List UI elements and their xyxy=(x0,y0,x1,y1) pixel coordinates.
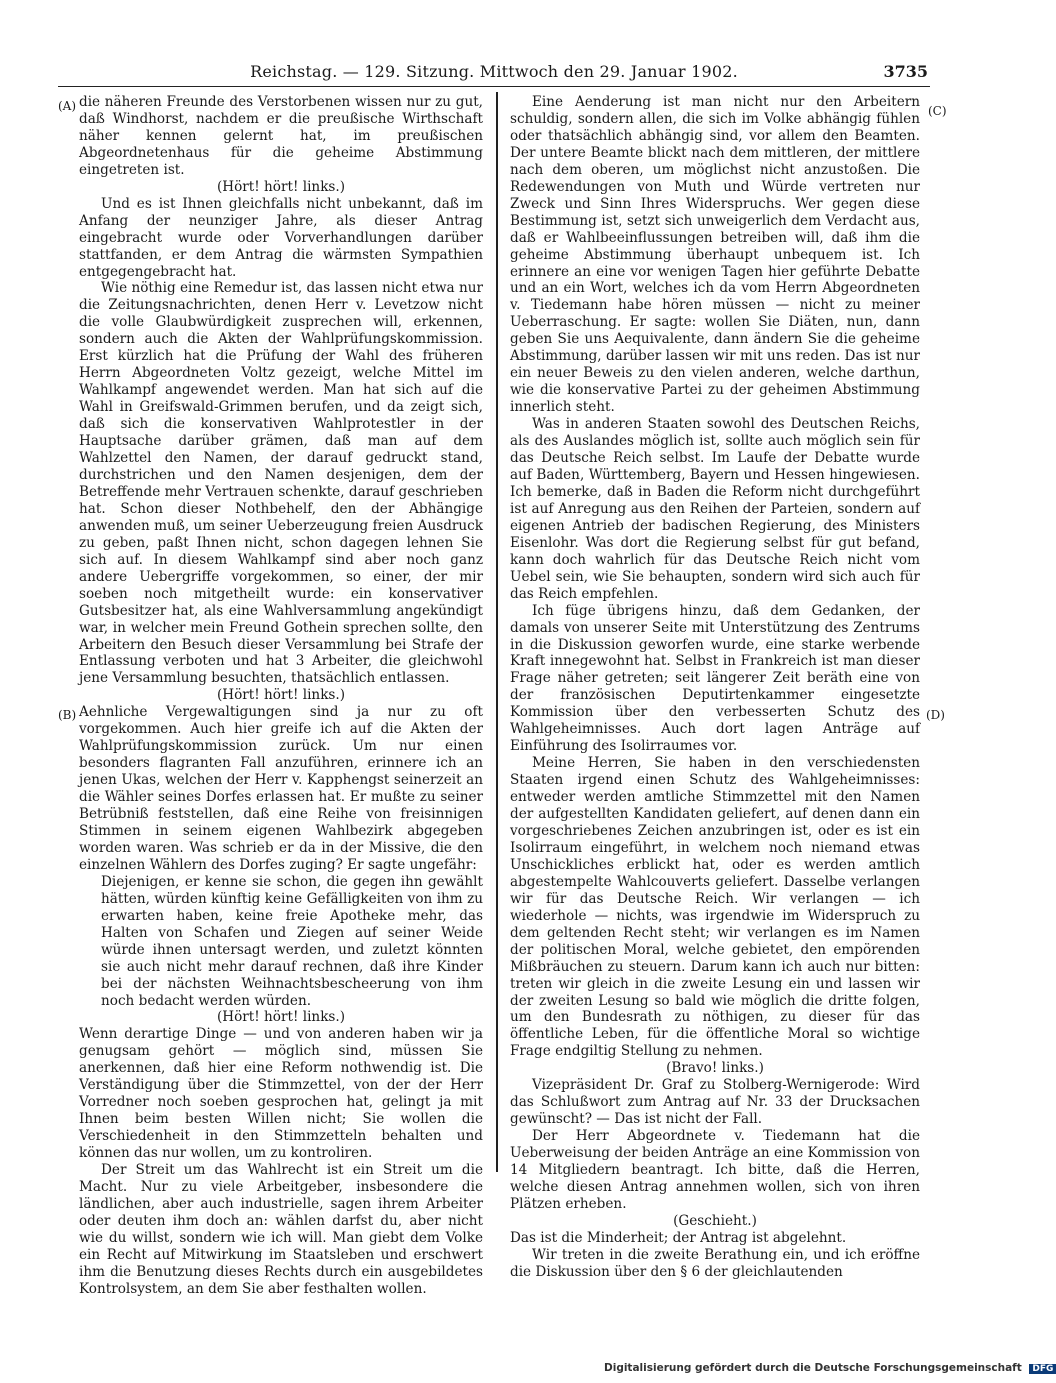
margin-marker-c: (C) xyxy=(928,104,947,118)
interjection: (Hört! hört! links.) xyxy=(216,687,346,704)
interjection: (Hört! hört! links.) xyxy=(216,178,346,195)
paragraph: die näheren Freunde des Verstorbenen wissen nur zu gut, daß Windhorst, nachdem er die preußische Wirthschaft näher kennen gelernt hat, im preußischen Abgeordnetenhaus für die geheime Abstimmung eingetreten ist. xyxy=(79,94,483,178)
paragraph: Was in anderen Staaten sowohl des Deutschen Reichs, als des Auslandes möglich ist, sollte auch möglich sein für das Deutsche Reich selbst. Im Laufe der Debatte wurde auf Baden, Württemberg, Bayern und Hessen hingewiesen. Ich bemerke, daß in Baden die Reform nicht durchgeführt ist auf Anregung aus den Reihen der Parteien, sondern auf eigenen Antrieb der badischen Regierung, des Ministers Eisenlohr. Was dort die Regierung selbst für gut befand, kann doch wahrlich für das Deutsche Reich nicht vom Uebel sein, wie Sie behaupten, sondern wird sich auch für das Reich empfehlen. xyxy=(510,416,920,602)
interjection: (Geschieht.) xyxy=(673,1212,757,1229)
footer-credit xyxy=(604,1362,1056,1374)
paragraph: Wie nöthig eine Remedur ist, das lassen nicht etwa nur die Zeitungsnachrichten, denen Herr v. Levetzow nicht die volle Glaubwürdigkeit zusprechen will, erkennen, sondern auch die Akten der Wahlprüfungskommission. Erst kürzlich hat die Prüfung der Wahl des früheren Herrn Abgeordneten Voltz gezeigt, welche Mittel im Wahlkampf angewendet werden. Man hat sich auf die Wahl in Greifswald-Grimmen berufen, und da zeigt sich, daß sich die konservativen Wahlprotestler in der Hauptsache darüber grämen, daß man auf dem Wahlzettel den Namen, der darauf gedruckt stand, durchstrichen und den Namen desjenigen, dem der Betreffende mehr Vertrauen schenkte, darauf geschrieben hat. Schon dieser Nothbehelf, den der Abhängige anwenden muß, um seiner Ueberzeugung freien Ausdruck zu geben, paßt Ihnen nicht, schon dagegen lehnen Sie sich auf. In diesem Wahlkampf sind aber noch ganz andere Uebergriffe vorgekommen, so einer, der mir soeben noch mitgetheilt wurde: ein konservativer Gutsbesitzer hat, als eine Wahlversammlung angekündigt war, in welcher mein Freund Gothein sprechen sollte, den Arbeitern den Besuch dieser Versammlung bei Strafe der Entlassung verboten und hat 3 Arbeiter, die gleichwohl jene Versammlung besuchten, thatsächlich entlassen. xyxy=(79,280,483,687)
column-divider xyxy=(496,92,498,1172)
quoted-passage: Diejenigen, er kenne sie schon, die gegen ihn gewählt hätten, würden künftig keine Gefälligkeiten von ihm zu erwarten haben, keine freie Apotheke mehr, das Halten von Schafen und Ziegen auf seiner Weide würde ihnen untersagt werden, und zuletzt könnten sie auch nicht mehr darauf rechnen, daß ihre Kinder bei der nächsten Weihnachtsbescheerung von ihm noch bedacht werden würden. xyxy=(101,873,483,1009)
margin-marker-b: (B) xyxy=(58,708,77,722)
dfg-logo: DFG xyxy=(1029,1364,1056,1374)
paragraph: Der Streit um das Wahlrecht ist ein Streit um die Macht. Nur zu viele Arbeitgeber, insbesondere die ländlichen, aber auch industrielle, sagen ihrem Arbeiter oder deuten ihm doch an: wählen darfst du, aber nicht wie du willst, sondern wie ich will. Man giebt dem Volke ein Recht auf Mitwirkung im Staatsleben und erschwert ihm die Benutzung dieses Rechts durch ein ausgebildetes Kontrolsystem, an dem Sie aber festhalten wollen. xyxy=(79,1162,483,1297)
paragraph: Ich füge übrigens hinzu, daß dem Gedanken, der damals von unserer Seite mit Unterstützung des Zentrums in die Diskussion geworfen wurde, eine starke werbende Kraft innegewohnt hat. Selbst in Frankreich ist man dieser Frage näher getreten; seit längerer Zeit beräth eine von der französischen Deputirtenkammer eingesetzte Kommission über den verbesserten Schutz des Wahlgeheimnisses. Auch dort lagen Anträge auf Einführung des Isolirraumes vor. xyxy=(510,602,920,755)
paragraph: Wir treten in die zweite Berathung ein, und ich eröffne die Diskussion über den § 6 der gleichlautenden xyxy=(510,1246,920,1280)
paragraph: Das ist die Minderheit; der Antrag ist abgelehnt. xyxy=(510,1229,847,1246)
footer-text: Digitalisierung gefördert durch die Deutsche Forschungsgemeinschaft xyxy=(604,1362,1022,1374)
paragraph: Der Herr Abgeordnete v. Tiedemann hat die Ueberweisung der beiden Anträge an eine Kommission von 14 Mitgliedern beantragt. Ich bitte, daß die Herren, welche diesen Antrag annehmen wollen, sich von ihren Plätzen erheben. xyxy=(510,1128,920,1212)
paragraph: Eine Aenderung ist man nicht nur den Arbeitern schuldig, sondern allen, die sich im Volke abhängig fühlen oder thatsächlich abhängig sind, vor allem den Beamten. Der untere Beamte blickt nach dem mittleren, der mittlere nach dem oberen, um möglichst nicht anzustoßen. Die Redewendungen von Muth und Würde vertreten nur Zweck und Sinn Ihres Widerspruchs. Wer gegen diese Bestimmung ist, setzt sich unweigerlich dem Verdacht aus, daß er Wahlbeeinflussungen betreiben will, daß ihm die geheime Abstimmung überhaupt unbequem ist. Ich erinnere an eine vor wenigen Tagen hier geführte Debatte und an ein Wort, welches ich da vom Herrn Abgeordneten v. Tiedemann habe hören müssen — nicht zu meiner Ueberraschung. Er sagte: wollen Sie Diäten, nun, dann geben Sie uns Aequivalente, dann ändern Sie die geheime Abstimmung, darüber lassen wir mit uns reden. Das ist nur ein neuer Beweis zu den vielen anderen, welche darthun, wie die konservative Partei zu der geheimen Abstimmung innerlich steht. xyxy=(510,94,920,416)
speaker-paragraph: Vizepräsident Dr. Graf zu Stolberg-Wernigerode: Wird das Schlußwort zum Antrag auf Nr. 33 der Drucksachen gewünscht? — Das ist nicht der Fall. xyxy=(510,1077,920,1128)
margin-marker-d: (D) xyxy=(926,708,945,722)
interjection: (Bravo! links.) xyxy=(666,1060,764,1077)
paragraph: Meine Herren, Sie haben in den verschiedensten Staaten irgend einen Schutz des Wahlgeheimnisses: entweder werden amtliche Stimmzettel mit den Namen der aufgestellten Kandidaten geliefert, auf denen dann ein vorgeschriebenes Zeichen anzubringen ist, oder es ist ein Isolirraum eingeführt, in welchem noch niemand etwas Unschickliches erblickt hat, oder es werden amtlich abgestempelte Wahlcouverts geliefert. Dasselbe verlangen wir für das Deutsche Reich. Wir verlangen — ich wiederhole — nichts, was irgendwie im Widerspruch zu dem geltenden Recht steht; wir verlangen es im Namen der politischen Moral, welche gebietet, den empörenden Mißbräuchen zu steuern. Darum kann ich auch nur bitten: treten wir gleich in die zweite Lesung ein und lassen wir der zweiten Lesung so bald wie möglich die dritte folgen, um den Bundesrath zu nöthigen, zu dieser für das öffentliche Leben, für die öffentliche Moral so wichtige Frage endgiltig Stellung zu nehmen. xyxy=(510,755,920,1060)
paragraph: Wenn derartige Dinge — und von anderen haben wir ja genugsam gehört — möglich sind, müssen Sie anerkennen, daß hier eine Reform nothwendig ist. Die Verständigung über die Stimmzettel, von der der Herr Vorredner noch soeben gesprochen hat, gelingt ja mit Ihnen beim besten Willen nicht; Sie wollen die Verschiedenheit in den Stimmzetteln behalten und können das nur wollen, um zu kontroliren. xyxy=(79,1026,483,1162)
left-column xyxy=(79,94,483,1298)
right-column xyxy=(510,94,920,1281)
margin-marker-a: (A) xyxy=(58,99,77,113)
header-title: Reichstag. — 129. Sitzung. Mittwoch den 29. Januar 1902. xyxy=(250,62,738,81)
interjection: (Hört! hört! links.) xyxy=(216,1009,346,1026)
paragraph: Und es ist Ihnen gleichfalls nicht unbekannt, daß im Anfang der neunziger Jahre, als dieser Antrag eingebracht wurde oder Vorverhandlungen darüber stattfanden, er dem Antrag die wärmsten Sympathien entgegengebracht hat. xyxy=(79,195,483,280)
running-header xyxy=(60,60,928,84)
header-rule xyxy=(58,86,930,87)
paragraph: Aehnliche Vergewaltigungen sind ja nur zu oft vorgekommen. Auch hier greife ich auf die Akten der Wahlprüfungskommission zurück. Um nur einen besonders flagranten Fall anzuführen, erinnere ich an jenen Ukas, welchen der Herr v. Kapphengst seinerzeit an die Wähler seines Dorfes erlassen hat. Er mußte zu seiner Betrübniß feststellen, daß eine Reihe von freisinnigen Stimmen in seinem eigenen Wahlbezirk abgegeben worden waren. Was schrieb er da in der Missive, die den einzelnen Wählern des Dorfes zuging? Er sagte ungefähr: xyxy=(79,704,483,873)
page-number: 3735 xyxy=(883,62,928,81)
